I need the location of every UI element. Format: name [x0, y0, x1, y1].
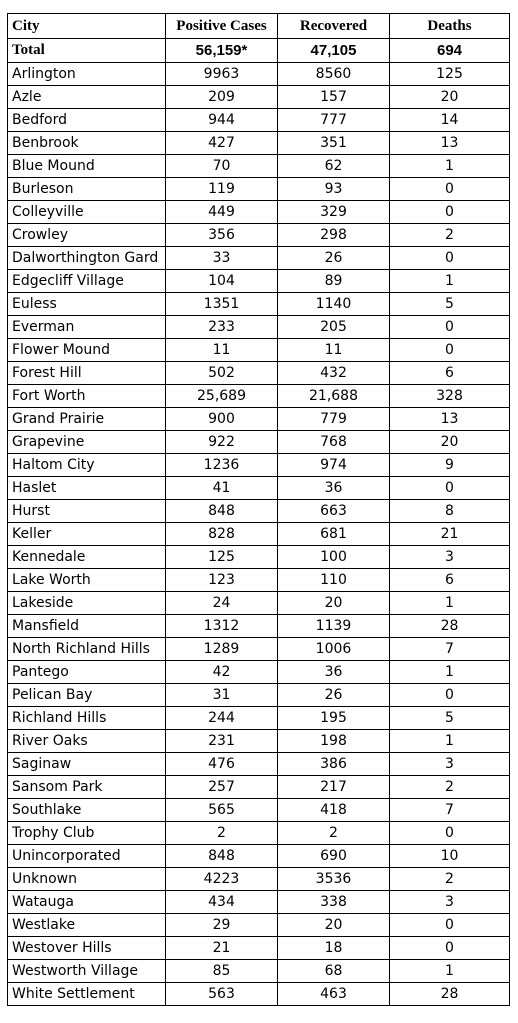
positive-cases: 21: [166, 937, 278, 960]
deaths-count: 14: [390, 109, 510, 132]
deaths-count: 0: [390, 201, 510, 224]
table-row: [8, 247, 510, 270]
deaths-count: 20: [390, 86, 510, 109]
table-row: [8, 730, 510, 753]
city-name: Mansfield: [8, 615, 166, 638]
recovered-count: 36: [278, 477, 390, 500]
positive-cases: 244: [166, 707, 278, 730]
recovered-count: 11: [278, 339, 390, 362]
positive-cases: 70: [166, 155, 278, 178]
recovered-count: 386: [278, 753, 390, 776]
city-name: Pelican Bay: [8, 684, 166, 707]
deaths-count: 1: [390, 155, 510, 178]
deaths-count: 1: [390, 270, 510, 293]
city-name: River Oaks: [8, 730, 166, 753]
recovered-count: 36: [278, 661, 390, 684]
recovered-count: 418: [278, 799, 390, 822]
table-row: [8, 914, 510, 937]
city-name: Everman: [8, 316, 166, 339]
city-name: Lake Worth: [8, 569, 166, 592]
positive-cases: 356: [166, 224, 278, 247]
city-name: Azle: [8, 86, 166, 109]
deaths-count: 2: [390, 776, 510, 799]
table-row: [8, 454, 510, 477]
table-row: [8, 86, 510, 109]
table-row: [8, 293, 510, 316]
deaths-count: 28: [390, 983, 510, 1006]
city-name: Richland Hills: [8, 707, 166, 730]
positive-cases: 565: [166, 799, 278, 822]
header-positive-cases: Positive Cases: [166, 14, 278, 39]
positive-cases: 233: [166, 316, 278, 339]
table-row: [8, 431, 510, 454]
deaths-count: 6: [390, 362, 510, 385]
positive-cases: 476: [166, 753, 278, 776]
city-name: Edgecliff Village: [8, 270, 166, 293]
city-name: Euless: [8, 293, 166, 316]
table-row: [8, 569, 510, 592]
table-row: [8, 408, 510, 431]
table-row: [8, 661, 510, 684]
deaths-count: 6: [390, 569, 510, 592]
recovered-count: 68: [278, 960, 390, 983]
positive-cases: 41: [166, 477, 278, 500]
table-row: [8, 546, 510, 569]
table-row: [8, 500, 510, 523]
city-name: Colleyville: [8, 201, 166, 224]
total-recovered: 47,105: [278, 39, 390, 63]
deaths-count: 5: [390, 707, 510, 730]
city-name: Saginaw: [8, 753, 166, 776]
deaths-count: 0: [390, 914, 510, 937]
deaths-count: 0: [390, 937, 510, 960]
recovered-count: 3536: [278, 868, 390, 891]
positive-cases: 1351: [166, 293, 278, 316]
recovered-count: 205: [278, 316, 390, 339]
city-name: North Richland Hills: [8, 638, 166, 661]
table-row: [8, 523, 510, 546]
deaths-count: 1: [390, 960, 510, 983]
positive-cases: 231: [166, 730, 278, 753]
city-name: Flower Mound: [8, 339, 166, 362]
recovered-count: 198: [278, 730, 390, 753]
positive-cases: 125: [166, 546, 278, 569]
positive-cases: 33: [166, 247, 278, 270]
city-name: Crowley: [8, 224, 166, 247]
recovered-count: 1139: [278, 615, 390, 638]
city-name: Trophy Club: [8, 822, 166, 845]
table-row: [8, 753, 510, 776]
positive-cases: 4223: [166, 868, 278, 891]
city-name: Watauga: [8, 891, 166, 914]
city-name: Kennedale: [8, 546, 166, 569]
deaths-count: 0: [390, 178, 510, 201]
city-name: Haslet: [8, 477, 166, 500]
cases-table-container: [7, 13, 510, 1006]
table-row: [8, 845, 510, 868]
city-name: Southlake: [8, 799, 166, 822]
city-name: Blue Mound: [8, 155, 166, 178]
total-positive: 56,159*: [166, 39, 278, 63]
city-name: Lakeside: [8, 592, 166, 615]
table-row: [8, 868, 510, 891]
deaths-count: 13: [390, 408, 510, 431]
recovered-count: 974: [278, 454, 390, 477]
deaths-count: 2: [390, 868, 510, 891]
recovered-count: 298: [278, 224, 390, 247]
positive-cases: 828: [166, 523, 278, 546]
recovered-count: 351: [278, 132, 390, 155]
recovered-count: 217: [278, 776, 390, 799]
table-row: [8, 224, 510, 247]
city-name: Keller: [8, 523, 166, 546]
deaths-count: 1: [390, 730, 510, 753]
recovered-count: 195: [278, 707, 390, 730]
deaths-count: 0: [390, 339, 510, 362]
table-row: [8, 316, 510, 339]
positive-cases: 449: [166, 201, 278, 224]
total-label: Total: [8, 39, 166, 63]
deaths-count: 20: [390, 431, 510, 454]
city-name: Unincorporated: [8, 845, 166, 868]
positive-cases: 2: [166, 822, 278, 845]
positive-cases: 85: [166, 960, 278, 983]
deaths-count: 1: [390, 592, 510, 615]
deaths-count: 21: [390, 523, 510, 546]
recovered-count: 1140: [278, 293, 390, 316]
table-row: [8, 891, 510, 914]
recovered-count: 681: [278, 523, 390, 546]
city-name: Burleson: [8, 178, 166, 201]
deaths-count: 7: [390, 638, 510, 661]
deaths-count: 0: [390, 684, 510, 707]
deaths-count: 0: [390, 316, 510, 339]
deaths-count: 2: [390, 224, 510, 247]
cases-table: [7, 13, 510, 1006]
table-row: [8, 201, 510, 224]
table-row: [8, 983, 510, 1006]
positive-cases: 25,689: [166, 385, 278, 408]
positive-cases: 9963: [166, 63, 278, 86]
recovered-count: 20: [278, 914, 390, 937]
deaths-count: 3: [390, 546, 510, 569]
city-name: Westworth Village: [8, 960, 166, 983]
table-row: [8, 776, 510, 799]
recovered-count: 110: [278, 569, 390, 592]
positive-cases: 29: [166, 914, 278, 937]
deaths-count: 8: [390, 500, 510, 523]
city-name: Pantego: [8, 661, 166, 684]
recovered-count: 463: [278, 983, 390, 1006]
table-row: [8, 270, 510, 293]
city-name: Sansom Park: [8, 776, 166, 799]
table-row: [8, 155, 510, 178]
positive-cases: 944: [166, 109, 278, 132]
deaths-count: 125: [390, 63, 510, 86]
recovered-count: 779: [278, 408, 390, 431]
deaths-count: 1: [390, 661, 510, 684]
table-row: [8, 592, 510, 615]
table-row: [8, 799, 510, 822]
positive-cases: 922: [166, 431, 278, 454]
city-name: Westlake: [8, 914, 166, 937]
city-name: Forest Hill: [8, 362, 166, 385]
city-name: Haltom City: [8, 454, 166, 477]
recovered-count: 329: [278, 201, 390, 224]
table-row: [8, 109, 510, 132]
city-name: Grapevine: [8, 431, 166, 454]
city-name: Fort Worth: [8, 385, 166, 408]
table-row: [8, 822, 510, 845]
table-row: [8, 178, 510, 201]
deaths-count: 0: [390, 247, 510, 270]
city-name: Bedford: [8, 109, 166, 132]
city-name: Arlington: [8, 63, 166, 86]
deaths-count: 9: [390, 454, 510, 477]
recovered-count: 663: [278, 500, 390, 523]
positive-cases: 209: [166, 86, 278, 109]
deaths-count: 3: [390, 891, 510, 914]
total-deaths: 694: [390, 39, 510, 63]
table-row: [8, 63, 510, 86]
recovered-count: 62: [278, 155, 390, 178]
positive-cases: 42: [166, 661, 278, 684]
positive-cases: 1312: [166, 615, 278, 638]
table-row: [8, 132, 510, 155]
city-name: Benbrook: [8, 132, 166, 155]
positive-cases: 434: [166, 891, 278, 914]
positive-cases: 1289: [166, 638, 278, 661]
positive-cases: 563: [166, 983, 278, 1006]
positive-cases: 24: [166, 592, 278, 615]
table-row: [8, 339, 510, 362]
deaths-count: 0: [390, 477, 510, 500]
recovered-count: 20: [278, 592, 390, 615]
recovered-count: 93: [278, 178, 390, 201]
positive-cases: 11: [166, 339, 278, 362]
recovered-count: 768: [278, 431, 390, 454]
table-row: [8, 684, 510, 707]
city-name: Westover Hills: [8, 937, 166, 960]
positive-cases: 900: [166, 408, 278, 431]
recovered-count: 8560: [278, 63, 390, 86]
header-deaths: Deaths: [390, 14, 510, 39]
deaths-count: 7: [390, 799, 510, 822]
deaths-count: 28: [390, 615, 510, 638]
city-name: Hurst: [8, 500, 166, 523]
recovered-count: 777: [278, 109, 390, 132]
positive-cases: 123: [166, 569, 278, 592]
recovered-count: 432: [278, 362, 390, 385]
deaths-count: 13: [390, 132, 510, 155]
table-row: [8, 638, 510, 661]
table-row: [8, 960, 510, 983]
positive-cases: 257: [166, 776, 278, 799]
positive-cases: 848: [166, 500, 278, 523]
city-name: Unknown: [8, 868, 166, 891]
table-row: [8, 477, 510, 500]
recovered-count: 338: [278, 891, 390, 914]
recovered-count: 18: [278, 937, 390, 960]
header-city: City: [8, 14, 166, 39]
header-row: [8, 14, 510, 39]
recovered-count: 21,688: [278, 385, 390, 408]
table-row: [8, 615, 510, 638]
positive-cases: 119: [166, 178, 278, 201]
recovered-count: 157: [278, 86, 390, 109]
recovered-count: 100: [278, 546, 390, 569]
recovered-count: 690: [278, 845, 390, 868]
city-name: White Settlement: [8, 983, 166, 1006]
positive-cases: 502: [166, 362, 278, 385]
positive-cases: 848: [166, 845, 278, 868]
positive-cases: 104: [166, 270, 278, 293]
header-recovered: Recovered: [278, 14, 390, 39]
table-row: [8, 707, 510, 730]
city-name: Grand Prairie: [8, 408, 166, 431]
table-row: [8, 937, 510, 960]
positive-cases: 427: [166, 132, 278, 155]
deaths-count: 3: [390, 753, 510, 776]
table-row: [8, 362, 510, 385]
positive-cases: 31: [166, 684, 278, 707]
deaths-count: 0: [390, 822, 510, 845]
deaths-count: 328: [390, 385, 510, 408]
city-name: Dalworthington Gard: [8, 247, 166, 270]
recovered-count: 89: [278, 270, 390, 293]
deaths-count: 10: [390, 845, 510, 868]
recovered-count: 2: [278, 822, 390, 845]
total-row: [8, 39, 510, 63]
positive-cases: 1236: [166, 454, 278, 477]
recovered-count: 1006: [278, 638, 390, 661]
deaths-count: 5: [390, 293, 510, 316]
recovered-count: 26: [278, 684, 390, 707]
recovered-count: 26: [278, 247, 390, 270]
table-row: [8, 385, 510, 408]
